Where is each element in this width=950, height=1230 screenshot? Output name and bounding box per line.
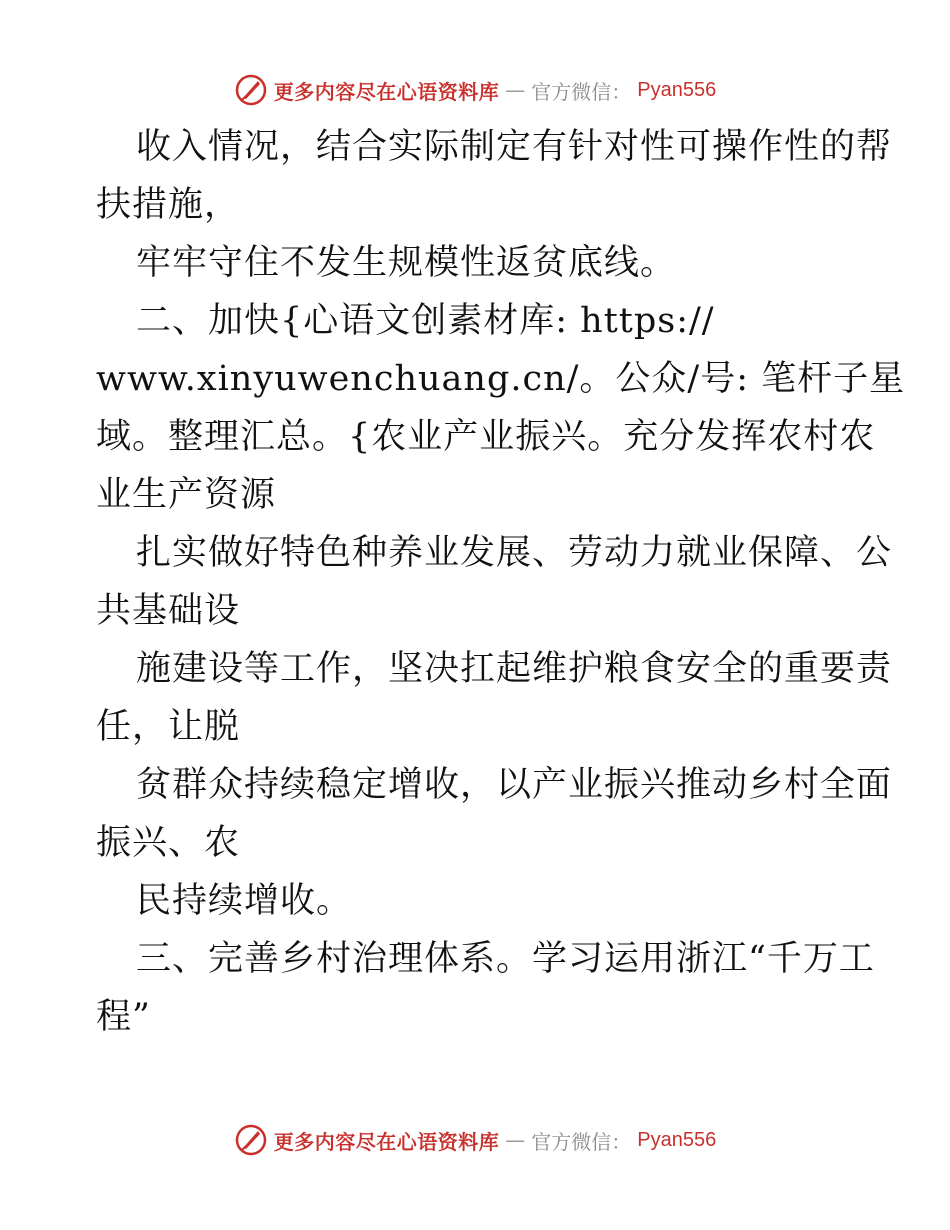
text-line: 业生产资源 [96,475,277,515]
banner-wechat-id: Pyan556 [637,1128,717,1151]
quill-logo-icon [234,1123,268,1157]
text-line: 扎实做好特色种养业发展、劳动力就业保障、公 [136,533,893,573]
document-body [96,118,906,1046]
text-line: 程” [96,997,151,1037]
quill-logo-icon [234,73,268,107]
text-line: 振兴、农 [96,823,241,863]
text-line: 二、加快{心语文创素材库: https:// [136,301,715,341]
text-line: 牢牢守住不发生规模性返贫底线。 [136,243,677,283]
text-line: 贫群众持续稳定增收，以产业振兴推动乡村全面 [136,765,893,805]
banner-wechat-id: Pyan556 [637,78,717,101]
header-banner [0,70,950,110]
banner-content [234,1123,716,1157]
banner-slogan: 更多内容尽在心语资料库 [273,79,500,104]
text-line: 扶措施， [96,185,241,225]
text-line: 域。整理汇总。{农业产业振兴。充分发挥农村农 [96,417,876,457]
banner-wechat-label: 官方微信： [531,79,632,104]
text-line: 三、完善乡村治理体系。学习运用浙江“千万工 [136,939,875,979]
banner-slogan: 更多内容尽在心语资料库 [273,1129,500,1154]
text-line: 共基础设 [96,591,241,631]
banner-content [234,73,716,107]
text-line: 民持续增收。 [136,881,353,921]
banner-separator: — [505,78,526,102]
footer-banner [0,1120,950,1160]
banner-separator: — [505,1128,526,1152]
text-line: 施建设等工作，坚决扛起维护粮食安全的重要责 [136,649,893,689]
banner-wechat-label: 官方微信： [531,1129,632,1154]
text-line: 任，让脱 [96,707,241,747]
text-line: 收入情况，结合实际制定有针对性可操作性的帮 [136,127,893,167]
text-line: www.xinyuwenchuang.cn/。公众/号: 笔杆子星 [96,359,906,399]
